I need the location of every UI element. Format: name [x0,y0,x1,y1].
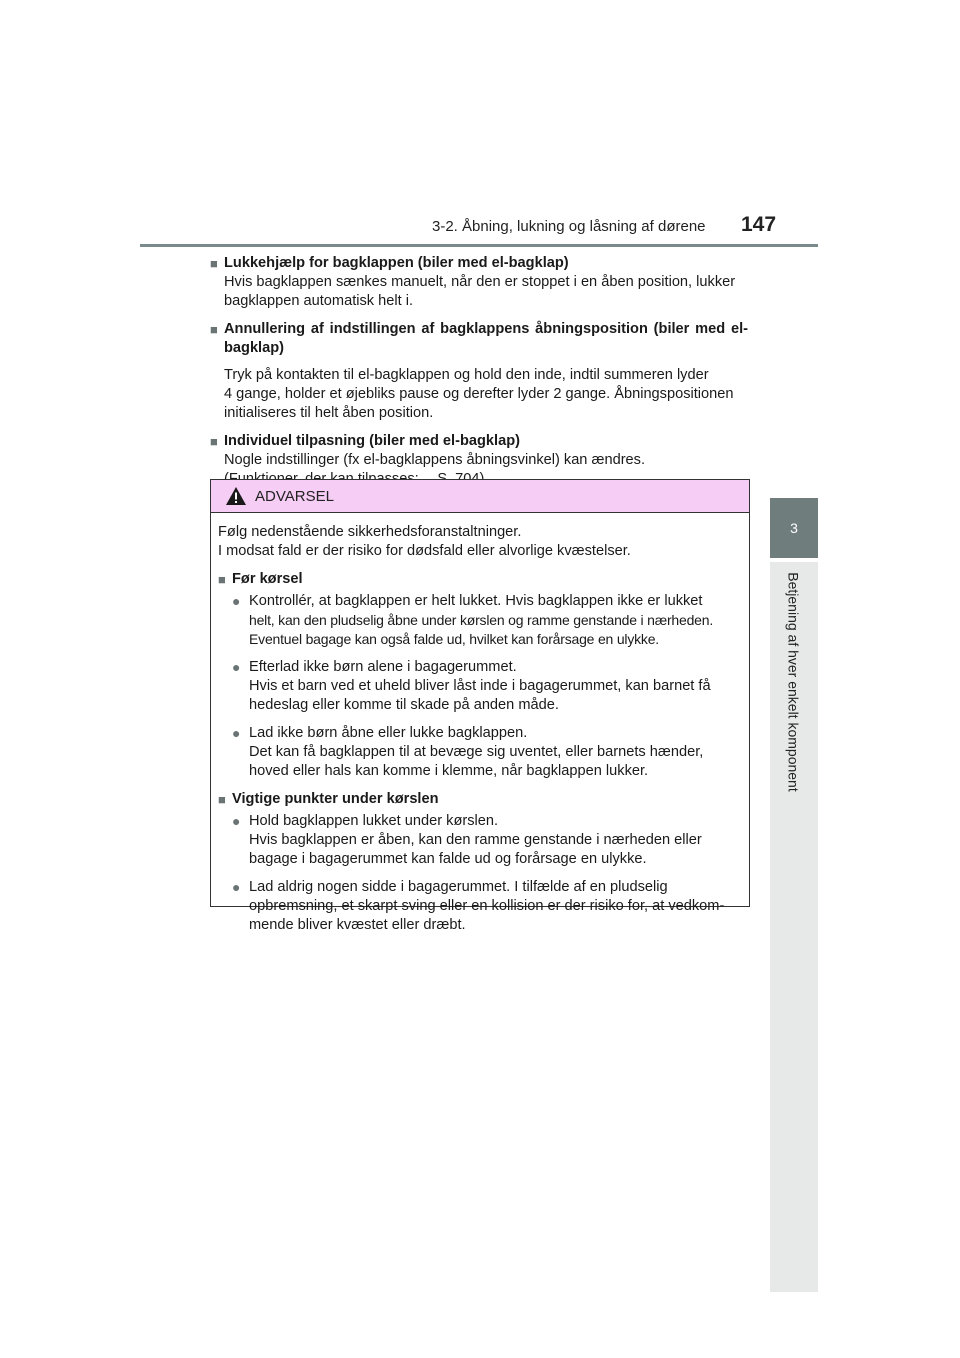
body-line: initialiseres til helt åben position. [224,405,434,421]
body-line: Nogle indstillinger (fx el-bagklappens åbningsvinkel) kan ændres. [224,452,646,468]
section-heading: Annullering af indstillingen af bagklappens åbningsposition (biler med el-bagklap) [224,321,748,356]
chapter-side-label [770,562,818,802]
circle-bullet-icon: ● [232,725,241,741]
square-bullet-icon: ■ [210,434,218,449]
circle-bullet-icon: ● [232,659,241,675]
section-title: 3-2. Åbning, lukning og låsning af dørene [432,218,706,235]
warning-bullet: ● Lad aldrig nogen sidde i bagagerummet. I tilfælde af en pludselig opbremsning, et skarpt sving eller en kollision er der risiko for, at vedkom- mende bliver kvæstet eller dræbt. [232,879,725,933]
section-annullering [210,320,748,423]
section-heading: Individuel tilpasning (biler med el-bagklap) [224,433,520,449]
square-bullet-icon: ■ [210,256,218,271]
header-rule [140,244,818,247]
warning-bullet: ● Hold bagklappen lukket under kørslen. Hvis bagklappen er åben, kan den ramme genstande i nærheden eller bagage i bagagerummet kan falde ud og forårsage en ulykke. [232,813,702,867]
warning-group-heading: ■ Vigtige punkter under kørslen [218,791,439,807]
section-lukkehjaelp [210,254,748,311]
warning-header [211,480,749,513]
square-bullet-icon: ■ [218,572,226,587]
warning-box [210,479,750,933]
page-number: 147 [741,213,777,236]
warning-bullet: ● Kontrollér, at bagklappen er helt lukket. Hvis bagklappen ikke er lukket helt, kan den pludselig åbne under kørslen og ramme genstande i nærheden. Eventuel bagage kan også falde ud, hvilket kan forårsage en ulykke. [232,593,714,647]
chapter-tab [770,498,818,558]
square-bullet-icon: ■ [210,322,218,337]
body-line: 4 gange, holder et øjebliks pause og derefter lyder 2 gange. Åbningspositionen [224,386,734,402]
warning-triangle-icon [225,486,247,506]
circle-bullet-icon: ● [232,879,241,895]
warning-bullet: ● Lad ikke børn åbne eller lukke bagklappen. Det kan få bagklappen til at bevæge sig uventet, eller barnets hænder, hoved eller hals kan komme i klemme, når bagklappen lukker. [232,725,704,779]
warning-body [211,513,749,935]
body-line: bagklappen automatisk helt i. [224,293,414,309]
warning-intro-line: I modsat fald er der risiko for dødsfald eller alvorlige kvæstelser. [218,543,631,559]
square-bullet-icon: ■ [218,792,226,807]
circle-bullet-icon: ● [232,593,241,609]
warning-bullet: ● Efterlad ikke børn alene i bagagerummet. Hvis et barn ved et uheld bliver låst inde i bagagerummet, kan barnet få hedeslag eller komme til skade på anden måde. [232,659,711,713]
warning-intro-line: Følg nedenstående sikkerhedsforanstaltninger. [218,524,522,540]
section-heading: Lukkehjælp for bagklappen (biler med el-bagklap) [224,255,569,271]
warning-group-heading: ■ Før kørsel [218,571,303,587]
circle-bullet-icon: ● [232,813,241,829]
body-line: Hvis bagklappen sænkes manuelt, når den er stoppet i en åben position, lukker [224,274,736,290]
warning-title: ADVARSEL [255,487,334,505]
chapter-title: Betjening af hver enkelt komponent [786,572,803,792]
main-content [210,254,748,498]
chapter-number: 3 [790,520,798,536]
body-line: Tryk på kontakten til el-bagklappen og hold den inde, indtil summeren lyder [224,367,709,383]
